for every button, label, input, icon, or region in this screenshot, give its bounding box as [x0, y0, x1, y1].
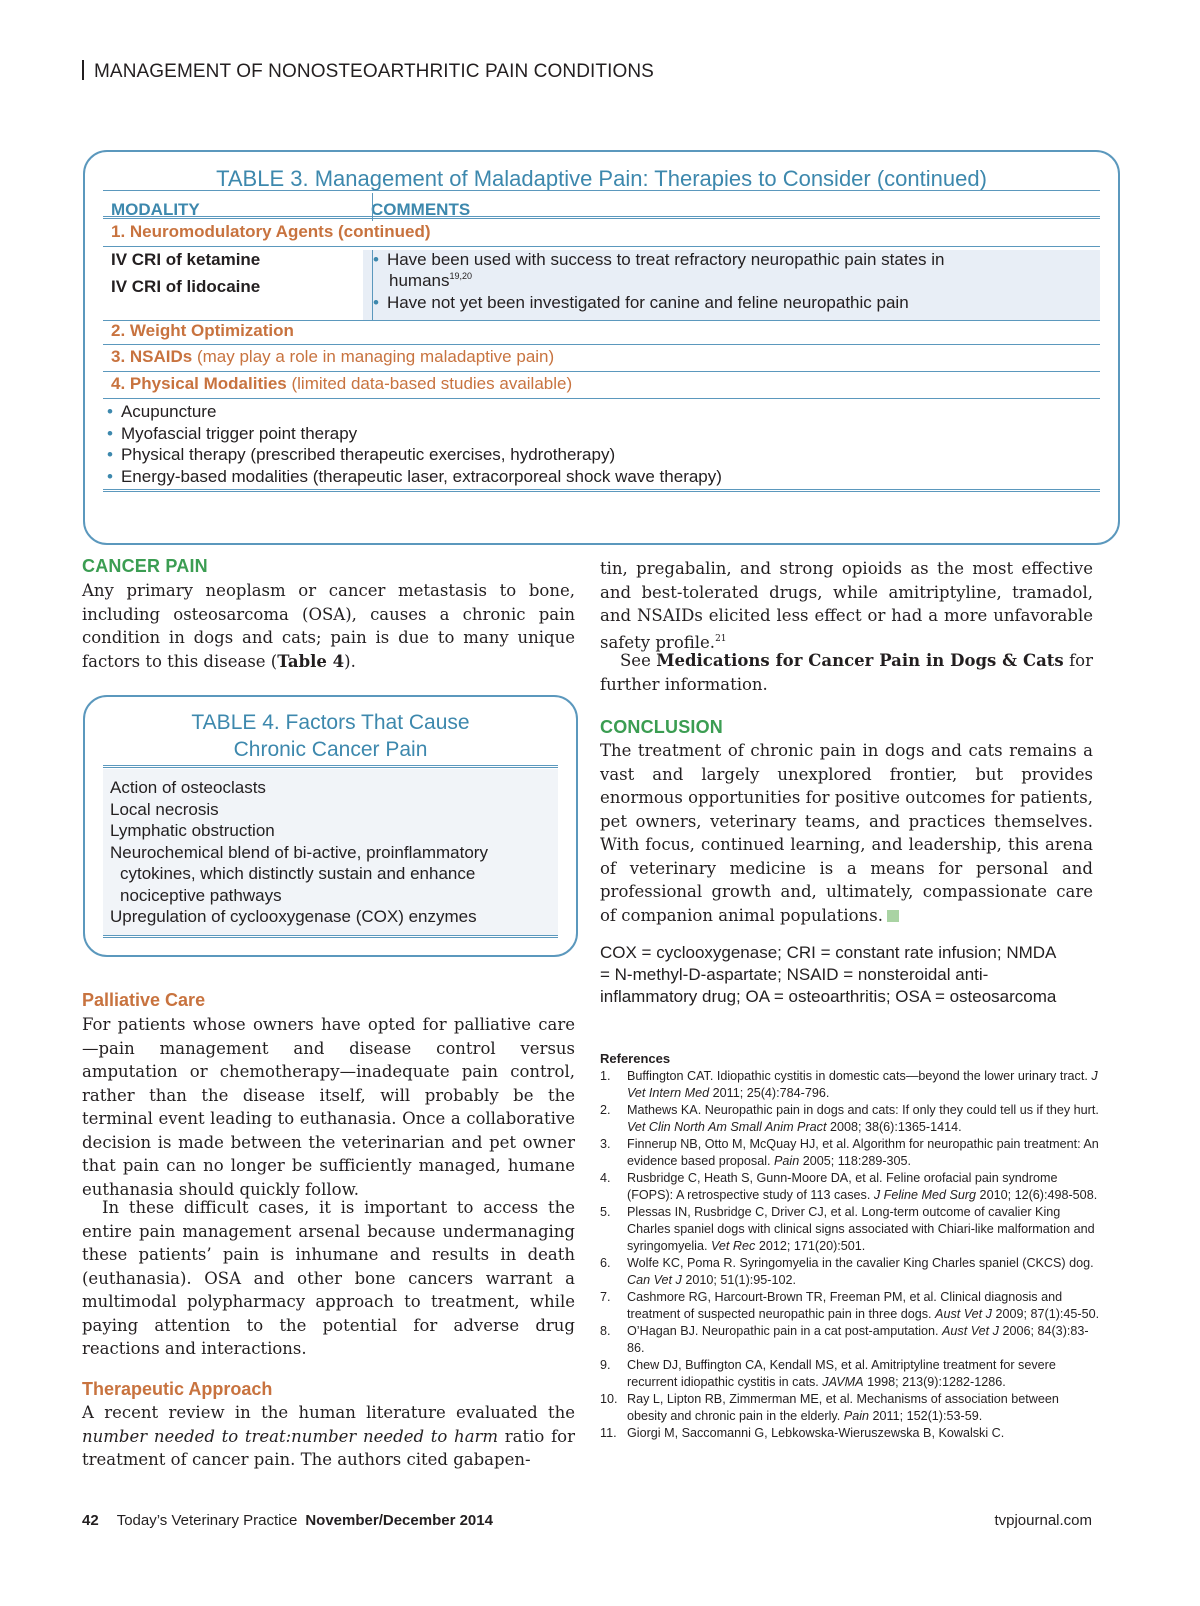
factor-item: Upregulation of cyclooxygenase (COX) enzymes [110, 907, 477, 926]
comment-1-sup: 19,20 [449, 271, 473, 281]
col-modality: MODALITY [111, 200, 200, 219]
cancer-pain-text-end: ). [344, 651, 356, 671]
physical-item [107, 402, 216, 422]
comment-1-cont [389, 271, 472, 291]
table-3-rule-bottom [103, 489, 1100, 492]
head-bar [82, 60, 84, 80]
table-4-title-line-1: TABLE 4. Factors That Cause [191, 711, 470, 734]
cancer-pain-text: Any primary neoplasm or cancer metastasis to bone, including osteosarcoma (OSA), causes a chronic pain condition in dogs and cats; pain is due to many unique factors to this disease ( [82, 581, 575, 671]
ref-text: Buffington CAT. Idiopathic cystitis in domestic cats—beyond the lower urinary tract. [627, 1069, 1092, 1083]
right-p1-text: tin, pregabalin, and strong opioids as the most effective and best-tolerated drugs, while amitriptyline, tramadol, and NSAIDs elicited less effect or had a more unfavorable safety profile. [600, 559, 1093, 652]
therapeutic-text-end: ratio for treatment of cancer pain. The authors cited gabapen- [82, 1426, 575, 1469]
reference-item [600, 1391, 1100, 1425]
ref-text: Ray L, Lipton RB, Zimmerman ME, et al. Mechanisms of association between obesity and chronic pain in the elderly. [627, 1392, 1059, 1423]
right-paragraph-1 [600, 557, 1093, 654]
ref-text: Wolfe KC, Poma R. Syringomyelia in the cavalier King Charles spaniel (CKCS) dog. [627, 1256, 1094, 1270]
ref-text: Finnerup NB, Otto M, McQuay HJ, et al. Algorithm for neuropathic pain treatment: An evidence based proposal. [627, 1137, 1099, 1168]
table-4-rule-top [103, 765, 558, 768]
factor-item: Action of osteoclasts [110, 778, 266, 797]
palliative-heading: Palliative Care [82, 990, 206, 1010]
reference-item [600, 1102, 1100, 1136]
ref-citation: 2005; 118:289-305. [799, 1154, 912, 1168]
ref-citation: 2010; 51(1):95-102. [681, 1273, 796, 1287]
ref-citation: 2011; 25(4):784-796. [709, 1086, 830, 1100]
table-4-ref[interactable]: Table 4 [277, 651, 345, 671]
table-4 [83, 695, 578, 957]
ref-journal: Aust Vet J [942, 1324, 999, 1338]
medications-link[interactable]: Medications for Cancer Pain in Dogs & Cats [656, 651, 1064, 670]
reference-item [600, 1136, 1100, 1170]
ref-journal: Pain [774, 1154, 800, 1168]
ref-citation: 1998; 213(9):1282-1286. [863, 1375, 1006, 1389]
ref-text: Cashmore RG, Harcourt-Brown TR, Freeman PM, et al. Clinical diagnosis and treatment of suspected neuropathic pain in three dogs. [627, 1290, 1063, 1321]
table-3 [83, 150, 1120, 545]
ref-citation: 2008; 38(6):1365-1414. [826, 1120, 962, 1134]
ref-text: Plessas IN, Rusbridge C, Driver CJ, et al. Long-term outcome of cavalier King Charles spaniel dogs with clinical signs associated with Chiari-like malformation and syringomyelia. [627, 1205, 1095, 1253]
rule-s2 [103, 344, 1100, 345]
ref-num: 9. [600, 1358, 611, 1372]
comment-1-humans: humans [389, 271, 450, 290]
right-p2-text-end: for further information. [600, 651, 1093, 694]
ref-num: 2. [600, 1103, 611, 1117]
references-title: References [600, 1051, 671, 1066]
rule-s3 [103, 371, 1100, 372]
ref-citation: 2006; 84(3):83-86. [627, 1324, 1089, 1355]
bullet-icon: • [107, 467, 113, 486]
comment-2 [373, 293, 909, 313]
ref-text: Mathews KA. Neuropathic pain in dogs and cats: If only they could tell us if they hurt. [627, 1103, 1099, 1117]
rule-s4 [103, 398, 1100, 399]
physical-item [107, 467, 722, 487]
factor-item: Lymphatic obstruction [110, 821, 275, 840]
section-1-label: 1. Neuromodulatory Agents (continued) [111, 222, 431, 241]
magazine-name: Today’s Veterinary Practice [116, 1512, 298, 1529]
rule-s1 [103, 246, 1100, 247]
col-comments: COMMENTS [371, 200, 471, 219]
section-4-label: 4. Physical Modalities [111, 374, 287, 393]
ref-journal: J Feline Med Surg [873, 1188, 977, 1202]
ref-citation: 2009; 87(1):45-50. [991, 1307, 1100, 1321]
bullet-icon: • [107, 402, 113, 421]
page-number: 42 [82, 1512, 99, 1529]
ref-text: O’Hagan BJ. Neuropathic pain in a cat post-amputation. [627, 1324, 943, 1338]
cancer-pain-paragraph [82, 579, 575, 673]
cancer-pain-heading: CANCER PAIN [82, 556, 208, 576]
physical-myofascial: Myofascial trigger point therapy [120, 424, 358, 443]
running-head-text: MANAGEMENT OF NONOSTEOARTHRITIC PAIN CONDITIONS [94, 61, 654, 82]
header-double-rule [103, 216, 1100, 219]
conclusion-paragraph [600, 739, 1093, 927]
issue-date: November/December 2014 [305, 1512, 493, 1529]
physical-item [107, 445, 615, 465]
reference-item [600, 1357, 1100, 1391]
conclusion-heading: CONCLUSION [600, 717, 723, 737]
section-2-label: 2. Weight Optimization [111, 321, 294, 340]
comment-2-text: Have not yet been investigated for canine and feline neuropathic pain [386, 293, 909, 312]
ref-num: 3. [600, 1137, 611, 1151]
ref-num: 10. [600, 1392, 618, 1406]
ref-num: 8. [600, 1324, 611, 1338]
ref-journal: Vet Clin North Am Small Anim Pract [627, 1120, 827, 1134]
comment-1-text: Have been used with success to treat refractory neuropathic pain states in [386, 250, 945, 269]
reference-item [600, 1068, 1100, 1102]
comment-1 [373, 250, 944, 270]
bullet-icon: • [373, 250, 379, 269]
table-3-title: TABLE 3. Management of Maladaptive Pain: Therapies to Consider (continued) [216, 166, 987, 191]
factor-item: nociceptive pathways [120, 886, 282, 905]
ref-citation: 2010; 12(6):498-508. [976, 1188, 1098, 1202]
section-4-note: (limited data-based studies available) [286, 374, 573, 393]
table-4-title-line-2: Chronic Cancer Pain [233, 738, 428, 761]
factor-item: Neurochemical blend of bi-active, proinflammatory [110, 843, 488, 862]
reference-item [600, 1425, 1100, 1442]
drug-lidocaine: IV CRI of lidocaine [111, 277, 261, 296]
reference-item [600, 1289, 1100, 1323]
end-square-icon [887, 910, 899, 922]
ref-journal: Can Vet J [627, 1273, 682, 1287]
right-paragraph-2 [600, 649, 1093, 696]
ref-citation: 2012; 171(20):501. [755, 1239, 866, 1253]
ref-journal: Aust Vet J [935, 1307, 992, 1321]
abbreviations: COX = cyclooxygenase; CRI = constant rate infusion; NMDA = N-methyl-D-aspartate; NSAID = nonsteroidal anti-inflammatory drug; OA = osteoarthritis; OSA = osteosarcoma [600, 943, 1057, 1006]
bullet-icon: • [373, 293, 379, 312]
ref-journal: JAVMA [822, 1375, 864, 1389]
bullet-icon: • [107, 445, 113, 464]
ref-citation: 2011; 152(1):53-59. [869, 1409, 983, 1423]
references-list [600, 1068, 1100, 1442]
palliative-paragraph-2: In these difficult cases, it is important to access the entire pain management arsenal because undermanaging these patients’ pain is inhumane and results in death (euthanasia). OSA and other bone cancers warrant a multimodal polypharmacy approach to treatment, while paying attention to the potential for adverse drug reactions and interactions. [82, 1198, 575, 1358]
section-3-note: (may play a role in managing maladaptive pain) [192, 347, 555, 366]
ref-num: 6. [600, 1256, 611, 1270]
ref-num: 5. [600, 1205, 611, 1219]
conclusion-text: The treatment of chronic pain in dogs and cats remains a vast and largely unexplored frontier, but provides enormous opportunities for positive outcomes for patients, pet owners, veterinary teams, and practices themselves. With focus, continued learning, and leadership, this arena of veterinary medicine is a means for personal and professional growth and, ultimately, compassionate care of companion animal populations. [600, 741, 1093, 925]
reference-item [600, 1170, 1100, 1204]
reference-item [600, 1323, 1100, 1357]
ref-text: Giorgi M, Saccomanni G, Lebkowska-Wieruszewska B, Kowalski C. [627, 1426, 1005, 1440]
physical-acupuncture: Acupuncture [120, 402, 217, 421]
section-3-label: 3. NSAIDs [111, 347, 193, 366]
table-4-title [85, 709, 576, 763]
table-4-rule-bottom [103, 935, 558, 938]
therapeutic-heading: Therapeutic Approach [82, 1379, 273, 1399]
physical-item [107, 424, 357, 444]
reference-item [600, 1204, 1100, 1255]
ref-num: 7. [600, 1290, 611, 1304]
factor-item: Local necrosis [110, 800, 219, 819]
running-head [82, 60, 654, 83]
footer-left [82, 1512, 493, 1529]
right-p1-sup: 21 [715, 633, 727, 644]
ref-journal: J Vet Intern Med [627, 1069, 1098, 1100]
therapeutic-text: A recent review in the human literature evaluated the [82, 1403, 575, 1422]
right-p2-text: See [620, 651, 657, 670]
ref-text: Rusbridge C, Heath S, Gunn-Moore DA, et al. Feline orofacial pain syndrome (FOPS): A retrospective study of 113 cases. [627, 1171, 1058, 1202]
palliative-paragraph-1: For patients whose owners have opted for palliative care—pain management and disease control versus amputation or chemotherapy—inadequate pain control, rather than the disease itself, will probably be the terminal event leading to euthanasia. Once a collaborative decision is made between the veterinarian and pet owner that pain can no longer be sufficiently managed, humane euthanasia should quickly follow. [82, 1015, 575, 1199]
physical-therapy: Physical therapy (prescribed therapeutic exercises, hydrotherapy) [120, 445, 616, 464]
footer-url[interactable]: tvpjournal.com [994, 1512, 1092, 1529]
factor-item: cytokines, which distinctly sustain and enhance [120, 864, 476, 883]
physical-energy: Energy-based modalities (therapeutic laser, extracorporeal shock wave therapy) [120, 467, 722, 486]
therapeutic-paragraph [82, 1401, 575, 1472]
drug-ketamine: IV CRI of ketamine [111, 250, 261, 269]
ref-num: 4. [600, 1171, 611, 1185]
ref-text: Chew DJ, Buffington CA, Kendall MS, et al. Amitriptyline treatment for severe recurrent idiopathic cystitis in cats. [627, 1358, 1056, 1389]
ref-journal: Vet Rec [711, 1239, 756, 1253]
ref-num: 1. [600, 1069, 611, 1083]
bullet-icon: • [107, 424, 113, 443]
table-3-rule-top [103, 190, 1100, 191]
ref-num: 11. [600, 1426, 617, 1440]
reference-item [600, 1255, 1100, 1289]
therapeutic-italic: number needed to treat:number needed to harm [82, 1426, 499, 1446]
ref-journal: Pain [843, 1409, 870, 1423]
